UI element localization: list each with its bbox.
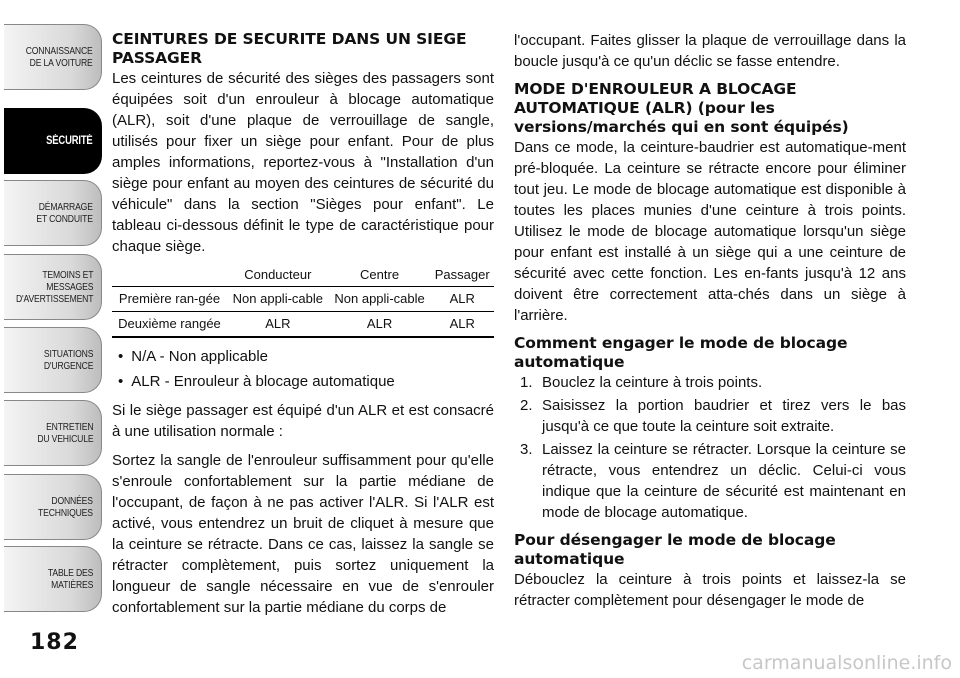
list-item: [514, 439, 906, 523]
tab-label: DÉMARRAGE ET CONDUITE: [36, 201, 93, 225]
left-column: [112, 30, 494, 626]
table-cell: ALR: [430, 287, 494, 312]
page-number: 182: [30, 630, 79, 655]
table-row: [112, 287, 494, 312]
table-cell: ALR: [329, 312, 431, 338]
tab-securite[interactable]: [4, 108, 102, 174]
tab-label: SÉCURITÉ: [46, 135, 93, 147]
table-cell: Deuxième rangée: [112, 312, 227, 338]
table-header: Conducteur: [227, 265, 329, 287]
tab-label: CONNAISSANCE DE LA VOITURE: [26, 45, 93, 69]
tab-label: TEMOINS ET MESSAGES D'AVERTISSEMENT: [15, 269, 93, 305]
seat-feature-table: [112, 265, 494, 338]
tab-label: ENTRETIEN DU VEHICULE: [36, 421, 93, 445]
table-cell: Première ran-gée: [112, 287, 227, 312]
list-item: [514, 372, 906, 393]
table-header-row: [112, 265, 494, 287]
steps-list: [514, 372, 906, 523]
paragraph: Si le siège passager est équipé d'un ALR et est consacré à une utilisation normale :: [112, 402, 494, 440]
table-header: Centre: [329, 265, 431, 287]
right-column: [514, 30, 906, 619]
tab-temoins[interactable]: [4, 254, 102, 320]
step-text: Bouclez la ceinture à trois points.: [542, 374, 763, 391]
list-item: • N/A - Non applicable: [118, 346, 494, 367]
tab-label: SITUATIONS D'URGENCE: [43, 348, 93, 372]
paragraph: l'occupant. Faites glisser la plaque de verrouillage dans la boucle jusqu'à ce qu'un déclic se fasse entendre.: [514, 32, 906, 70]
section-heading: CEINTURES DE SECURITE DANS UN SIEGE PASSAGER: [112, 30, 467, 67]
list-item: [514, 395, 906, 437]
tab-label: DONNÉES TECHNIQUES: [38, 495, 93, 519]
list-item: • ALR - Enrouleur à blocage automatique: [118, 371, 494, 392]
paragraph: Dans ce mode, la ceinture-baudrier est automatique-ment pré-bloquée. La ceinture se rétracte encore pour éliminer tout jeu. Le mode de blocage automatique est disponible à toutes les places munies d'une ceinture à trois points. Utilisez le mode de blocage automatique lorsqu'un siège pour enfant est installé à un siège qui a une ceinture de sécurité avec cette fonction. Les en-fants jusqu'à 12 ans doivent être correctement atta-chés dans un siège à l'arrière.: [514, 139, 906, 324]
tab-entretien[interactable]: [4, 400, 102, 466]
watermark: carmanualsonline.info: [741, 652, 952, 674]
table-row: [112, 312, 494, 338]
tab-urgence[interactable]: [4, 327, 102, 393]
tab-table-des-matieres[interactable]: [4, 546, 102, 612]
legend-list: [112, 346, 494, 392]
table-cell: ALR: [227, 312, 329, 338]
tab-demarrage[interactable]: [4, 180, 102, 246]
paragraph: Sortez la sangle de l'enrouleur suffisamment pour qu'elle s'enroule confortablement sur la partie médiane de l'occupant, de façon à ne pas activer l'ALR. Si l'ALR est activé, vous entendrez un bruit de cliquet à mesure que la ceinture se rétracte. Dans ce cas, laissez la sangle se rétracter complètement, puis sortez uniquement la longueur de sangle nécessaire en vue de s'enrouler confortablement sur la partie médiane du corps de: [112, 452, 494, 616]
tab-label: TABLE DES MATIÈRES: [47, 567, 93, 591]
subsection-heading: Pour désengager le mode de blocage automatique: [514, 531, 836, 568]
step-text: Laissez la ceinture se rétracter. Lorsque la ceinture se rétracte, vous entendrez un déclic. Celui-ci vous indique que la ceinture de sécurité est maintenant en mode de blocage automatique.: [542, 441, 906, 521]
step-number: 2.: [520, 397, 533, 414]
table-cell: Non appli-cable: [329, 287, 431, 312]
table-cell: Non appli-cable: [227, 287, 329, 312]
step-number: 3.: [520, 441, 533, 458]
section-heading: MODE D'ENROULEUR A BLOCAGE AUTOMATIQUE (ALR) (pour les versions/marchés qui en sont équipés): [514, 80, 849, 136]
table-header: Passager: [430, 265, 494, 287]
tab-donnees[interactable]: [4, 474, 102, 540]
paragraph: Débouclez la ceinture à trois points et laissez-la se rétracter complètement pour désengager le mode de: [514, 571, 906, 609]
table-header: [112, 265, 227, 287]
tab-connaissance[interactable]: [4, 24, 102, 90]
step-number: 1.: [520, 374, 533, 391]
chapter-tabs: [0, 0, 102, 640]
intro-paragraph: Les ceintures de sécurité des sièges des passagers sont équipées soit d'un enrouleur à blocage automatique (ALR), soit d'une plaque de verrouillage de sangle, utilisés pour fixer un siège pour enfant. Pour de plus amples informations, reportez-vous à "Installation d'un siège pour enfant au moyen des ceintures de sécurité du véhicule" dans la section "Sièges pour enfant". Le tableau ci-dessous définit le type de caractéristique pour chaque siège.: [112, 70, 494, 255]
table-cell: ALR: [430, 312, 494, 338]
subsection-heading: Comment engager le mode de blocage automatique: [514, 334, 848, 371]
step-text: Saisissez la portion baudrier et tirez vers le bas jusqu'à ce que toute la ceinture soit extraite.: [542, 397, 906, 435]
